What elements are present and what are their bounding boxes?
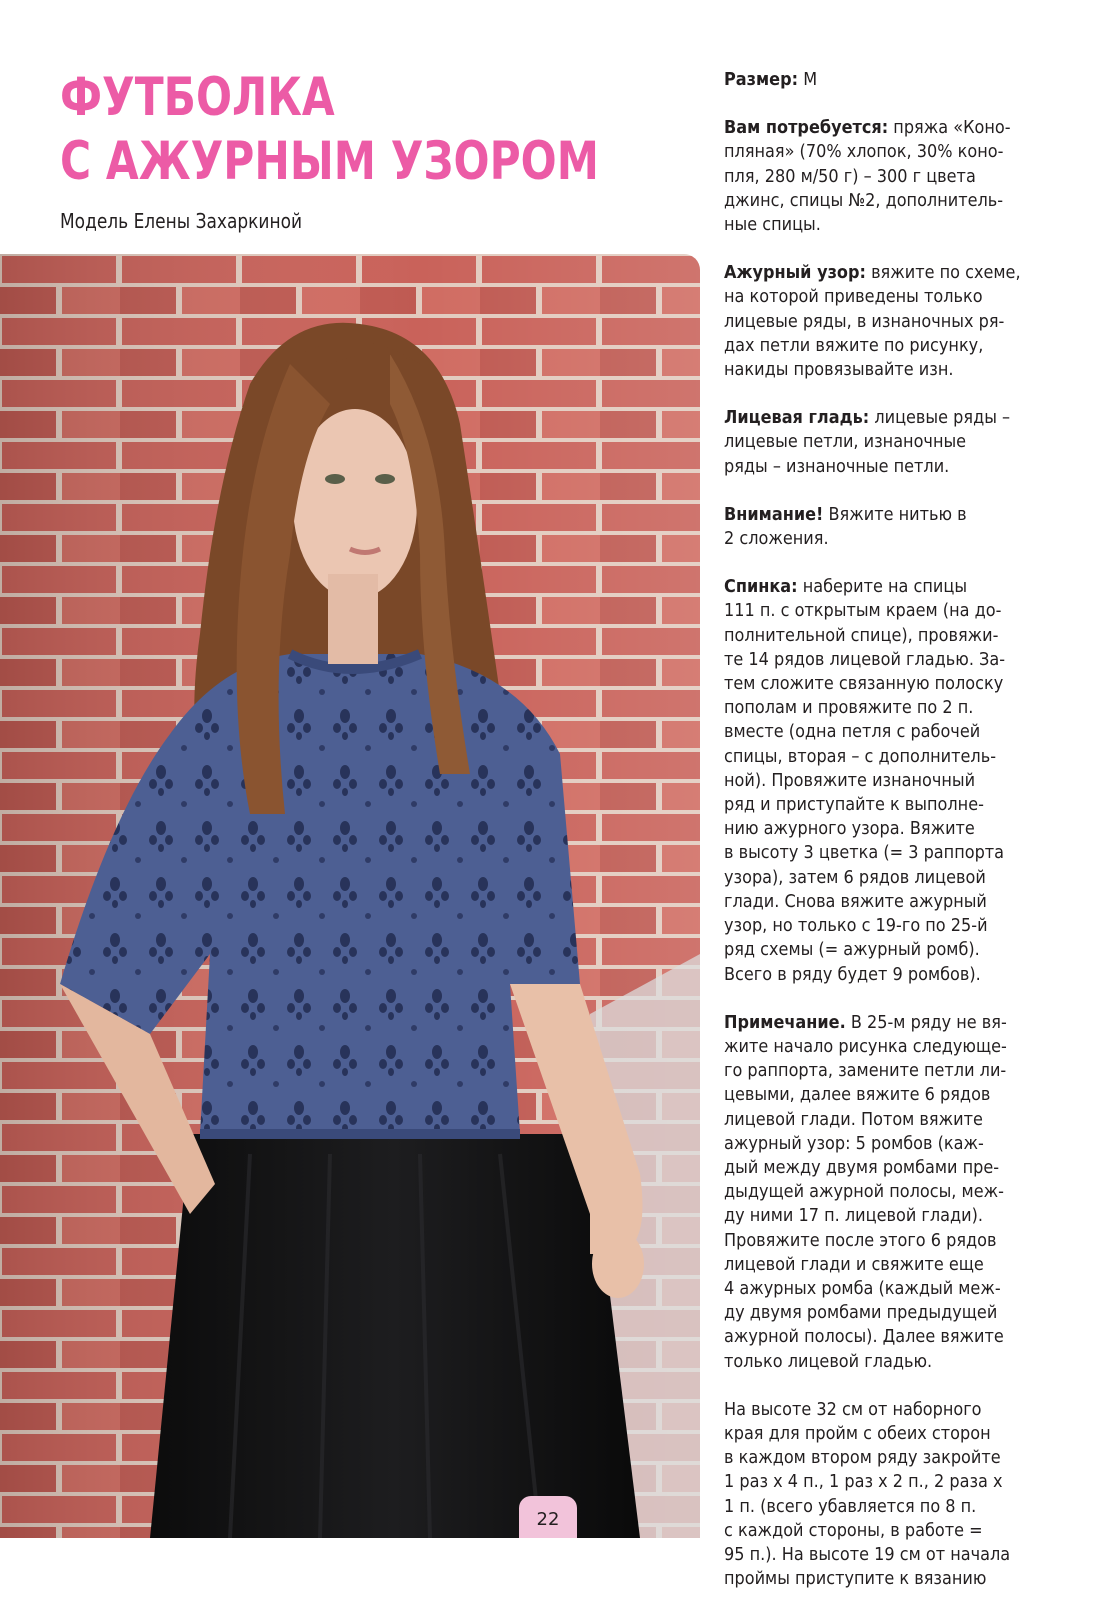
armhole-paragraph	[724, 1398, 1028, 1592]
attention-paragraph	[724, 503, 1028, 551]
page-number: 22	[519, 1496, 577, 1538]
size-label: Размер:	[724, 70, 799, 90]
stockinette-paragraph	[724, 406, 1028, 479]
title-line-2: С АЖУРНЫМ УЗОРОМ	[60, 131, 599, 192]
skirt	[150, 1134, 640, 1538]
materials-text: пряжа «Коно- пляная» (70% хлопок, 30% коно- пля, 280 м/50 г) – 300 г цвета джинс, спицы №2, дополнитель- ные спицы.	[724, 118, 1011, 236]
materials-label: Вам потребуется:	[724, 118, 889, 139]
back-piece-label: Спинка:	[724, 577, 798, 598]
lace-pattern-text: вяжите по схеме, на которой приведены только лицевые ряды, в изнаночных ря- дах петли вяжите по рисунку, накиды провязывайте изн.	[724, 263, 1021, 381]
note-label: Примечание.	[724, 1012, 846, 1033]
stockinette-text: лицевые ряды – лицевые петли, изнаночные ряды – изнаночные петли.	[724, 408, 1011, 477]
note-text: В 25-м ряду не вя- жите начало рисунка следующе- го раппорта, замените петли ли- цевыми, далее вяжите 6 рядов лицевой глади. Потом вяжите ажурный узор: 5 ромбов (каж- дый между двумя ромбами пре- дыдущей ажурной полосы, меж- ду ними 17 п. лицевой глади). Провяжите после этого 6 рядов лицевой глади и свяжите еще 4 ажурных ромба (каждый меж- ду двумя ромбами предыдущей ажурной полосы). Далее вяжите только лицевой гладью.	[724, 1012, 1007, 1372]
lace-pattern-paragraph	[724, 261, 1028, 382]
armhole-text: На высоте 32 см от наборного края для пройм с обеих сторон в каждом втором ряду закройте 1 раз х 4 п., 1 раз х 2 п., 2 раза х 1 п. (всего убавляется по 8 п. с каждой стороны, в работе = 95 п.). На высоте 19 см от начала проймы приступите к вязанию	[724, 1399, 1011, 1590]
back-piece-text: наберите на спицы 111 п. с открытым краем (на до- полнительной спице), провяжи- те 14 рядов лицевой гладью. За- тем сложите связанную полоску пополам и провяжите по 2 п. вместе (одна петля с рабочей спицы, вторая – с дополнитель- ной). Провяжите изнаночный ряд и приступайте к выполне- нию ажурного узора. Вяжите в высоту 3 цветка (= 3 раппорта узора), затем 6 рядов лицевой глади. Снова вяжите ажурный узор, но только с 19-го по 25-й ряд схемы (= ажурный ромб). Всего в ряду будет 9 ромбов).	[724, 577, 1006, 985]
stockinette-label: Лицевая гладь:	[724, 408, 870, 429]
attention-text: Вяжите нитью в 2 сложения.	[724, 504, 967, 550]
back-piece-paragraph	[724, 575, 1028, 986]
attention-label: Внимание!	[724, 504, 824, 525]
model-photo	[0, 254, 700, 1538]
model-author-byline: Модель Елены Захаркиной	[60, 209, 303, 233]
title-line-1: ФУТБОЛКА	[60, 67, 335, 128]
note-paragraph	[724, 1011, 1028, 1374]
size-paragraph	[724, 68, 1028, 92]
materials-paragraph	[724, 116, 1028, 237]
lace-pattern-label: Ажурный узор:	[724, 263, 866, 284]
instructions-column	[724, 68, 1028, 1615]
size-text: M	[798, 70, 818, 90]
page-title	[60, 66, 599, 194]
